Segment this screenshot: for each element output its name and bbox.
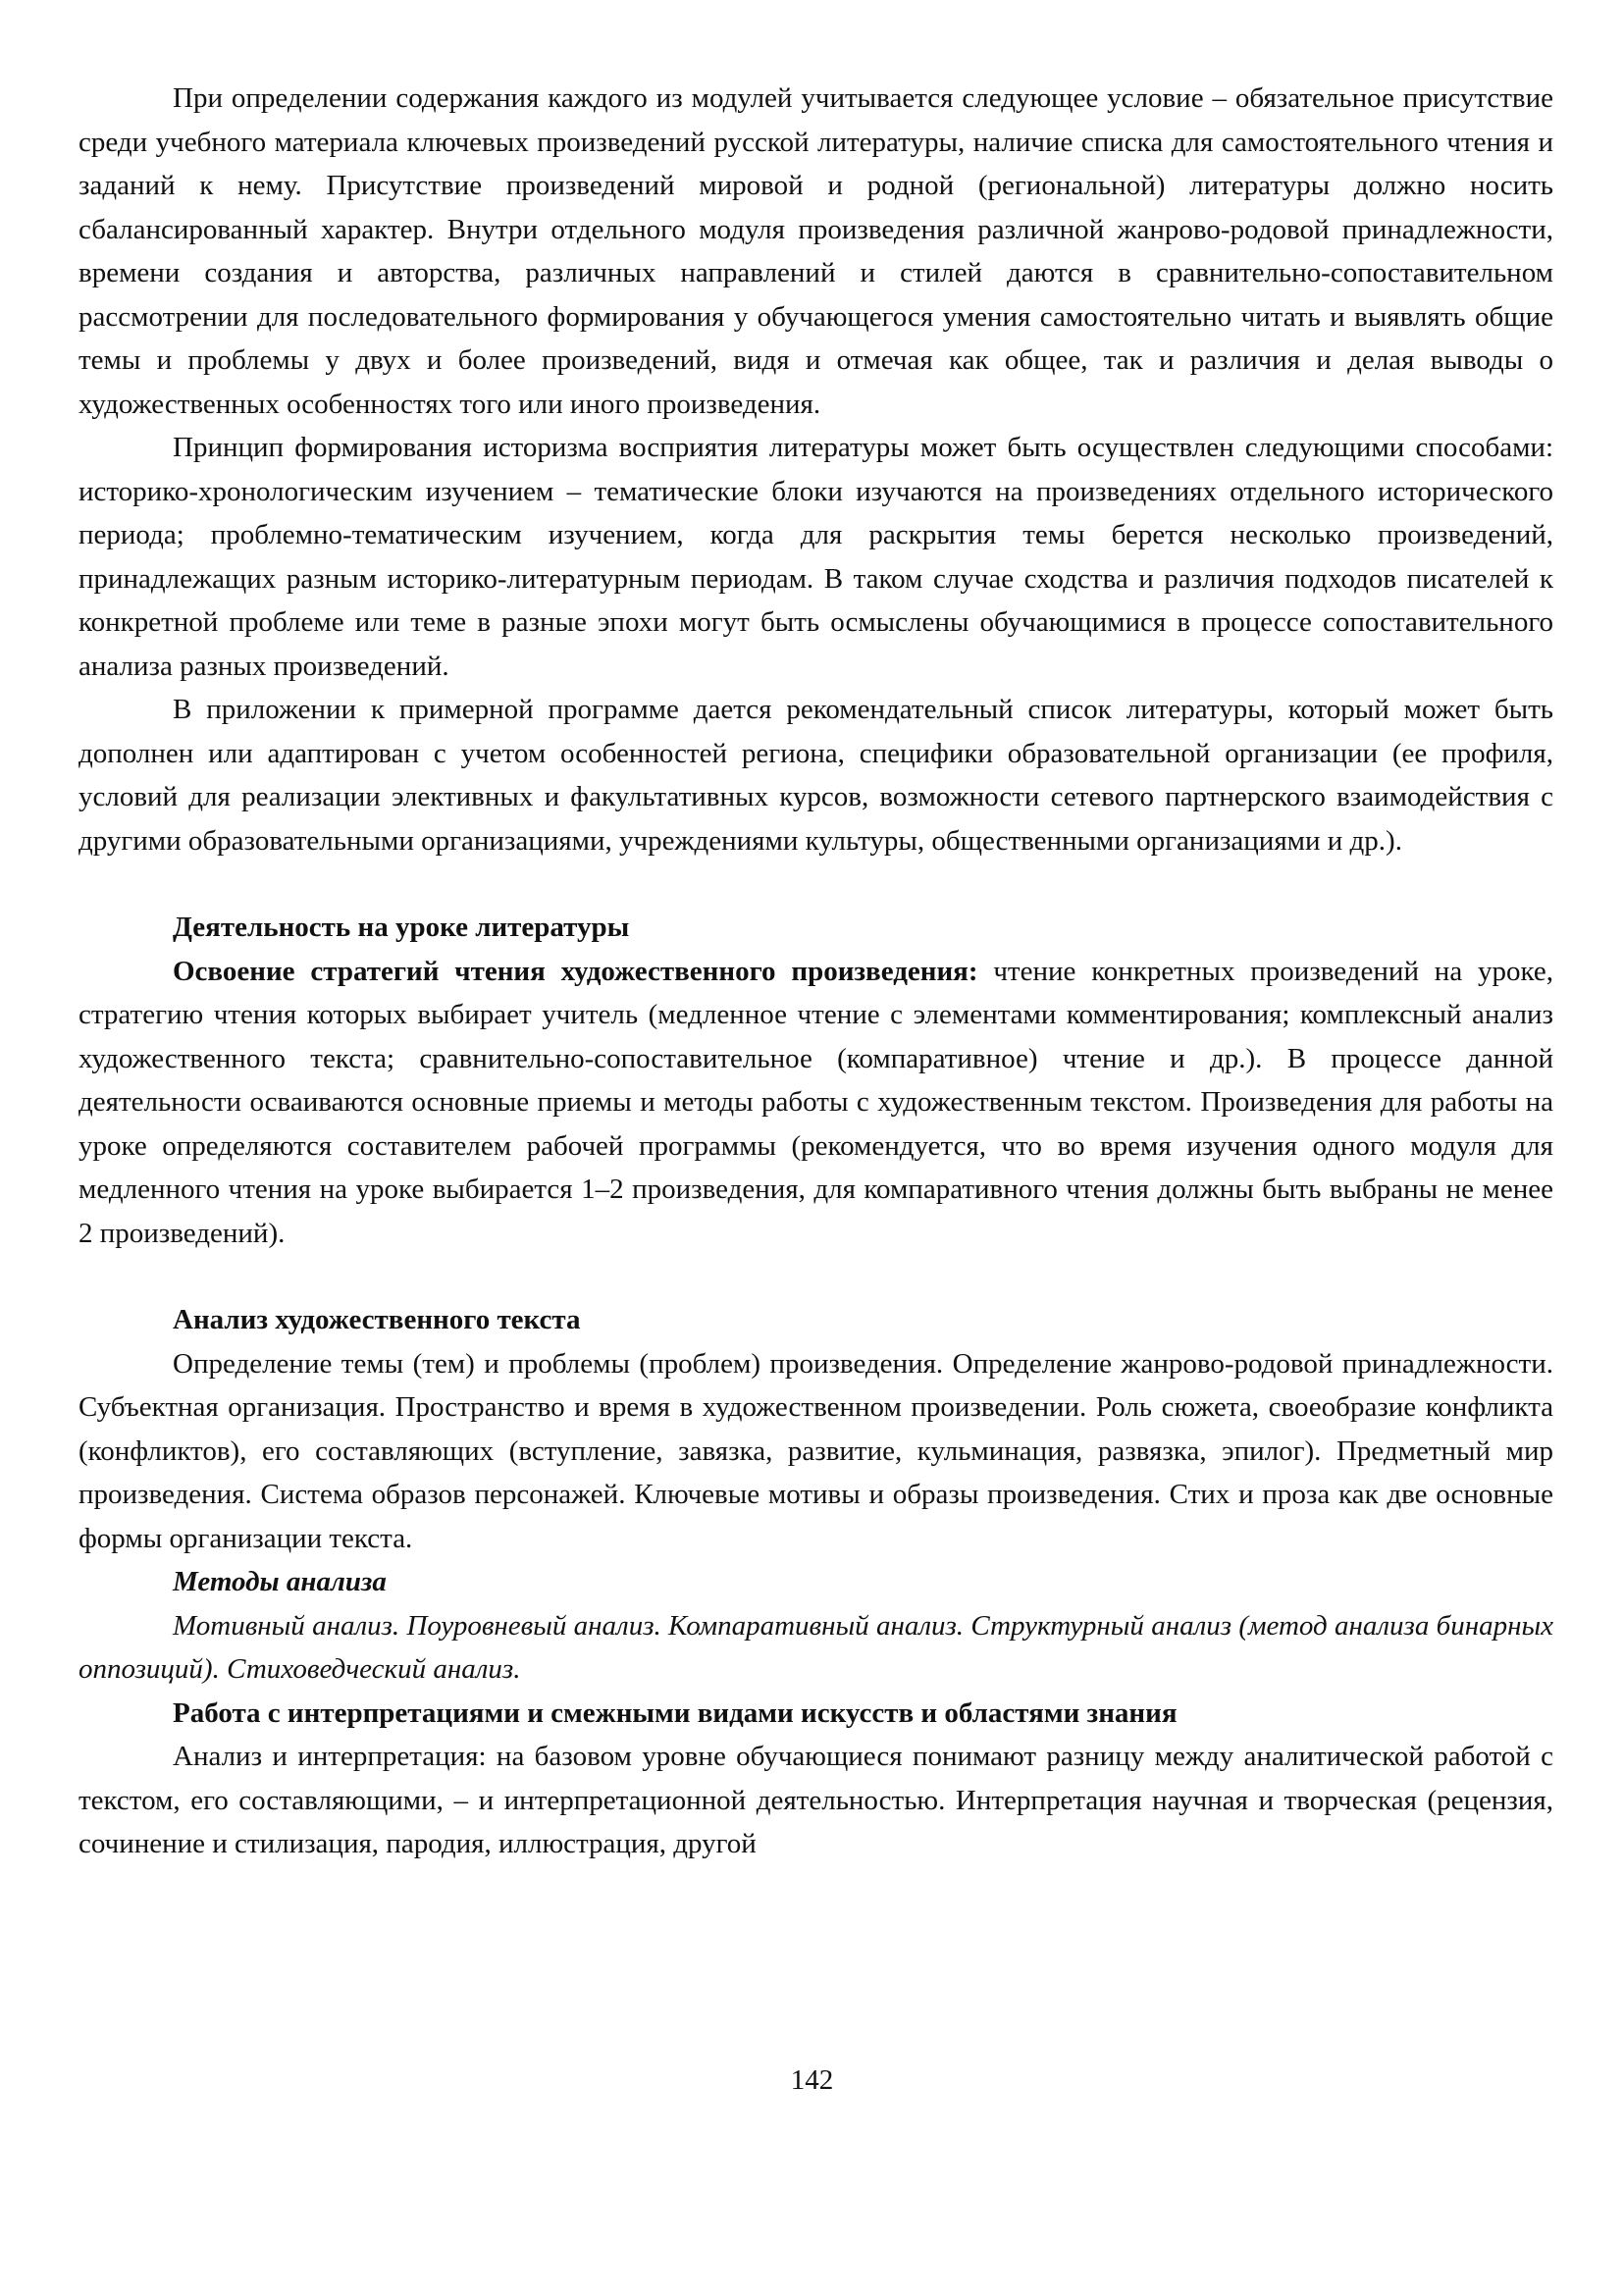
paragraph-interpretations: Анализ и интерпретация: на базовом уровне обучающиеся понимают разницу между аналитической работой с текстом, его составляющими, – и интерпретационной деятельностью. Интерпретация научная и творческая (рецензия, сочинение и стилизация, пародия, иллюстрация, другой [79,1741,1553,1859]
page-number: 142 [790,2064,834,2096]
paragraph-text-analysis: Определение темы (тем) и проблемы (проблем) произведения. Определение жанрово-родовой принадлежности. Субъектная организация. Пространство и время в художественном произведении. Роль сюжета, своеобразие конфликта (конфликтов), его составляющих (вступление, завязка, развитие, кульминация, развязка, эпилог). Предметный мир произведения. Система образов персонажей. Ключевые мотивы и образы произведения. Стих и проза как две основные формы организации текста. [79,1347,1553,1554]
heading-interpretations: Работа с интерпретациями и смежными видами искусств и областями знания [173,1696,1178,1729]
heading-analysis-methods: Методы анализа [173,1566,387,1597]
heading-text-analysis: Анализ художественного текста [173,1304,581,1335]
reading-strategies-lead: Освоение стратегий чтения художественного произведения: [173,955,978,987]
paragraph-modules-content: При определении содержания каждого из модулей учитывается следующее условие – обязательное присутствие среди учебного материала ключевых произведений русской литературы, наличие списка для самостоятельного чтения и заданий к нему. Присутствие произведений мировой и родной (региональной) литературы должно носить сбалансированный характер. Внутри отдельного модуля произведения различной жанрово-родовой принадлежности, времени создания и авторства, различных направлений и стилей даются в сравнительно-сопоставительном рассмотрении для последовательного формирования у обучающегося умения самостоятельно читать и выявлять общие темы и проблемы у двух и более произведений, видя и отмечая как общее, так и различия и делая выводы о художественных особенностях того или иного произведения. [79,82,1553,420]
document-page [79,77,1553,1866]
paragraph-analysis-methods: Мотивный анализ. Поуровневый анализ. Компаративный анализ. Структурный анализ (метод анализа бинарных оппозиций). Стиховедческий анализ. [79,1609,1553,1685]
paragraph-recommended-list: В приложении к примерной программе дается рекомендательный список литературы, который может быть дополнен или адаптирован с учетом особенностей региона, специфики образовательной организации (ее профиля, условий для реализации элективных и факультативных курсов, возможности сетевого партнерского взаимодействия с другими образовательными организациями, учреждениями культуры, общественными организациями и др.). [79,694,1553,857]
paragraph-reading-strategies [79,950,1553,1256]
paragraph-historicism-principle: Принцип формирования историзма восприятия литературы может быть осуществлен следующими способами: историко-хронологическим изучением – тематические блоки изучаются на произведениях отдельного исторического периода; проблемно-тематическим изучением, когда для раскрытия темы берется несколько произведений, принадлежащих разным историко-литературным периодам. В таком случае сходства и различия подходов писателей к конкретной проблеме или теме в разные эпохи могут быть осмыслены обучающимися в процессе сопоставительного анализа разных произведений. [79,432,1553,682]
reading-strategies-body: чтение конкретных произведений на уроке, стратегию чтения которых выбирает учитель (медленное чтение с элементами комментирования; комплексный анализ художественного текста; сравнительно-сопоставительное (компаративное) чтение и др.). В процессе данной деятельности осваиваются основные приемы и методы работы с художественным текстом. Произведения для работы на уроке определяются составителем рабочей программы (рекомендуется, что во время изучения одного модуля для медленного чтения на уроке выбирается 1–2 произведения, для компаративного чтения должны быть выбраны не менее 2 произведений). [79,955,1553,1249]
spacer [79,862,1553,906]
spacer [79,1255,1553,1298]
heading-lesson-activity: Деятельность на уроке литературы [173,912,630,943]
